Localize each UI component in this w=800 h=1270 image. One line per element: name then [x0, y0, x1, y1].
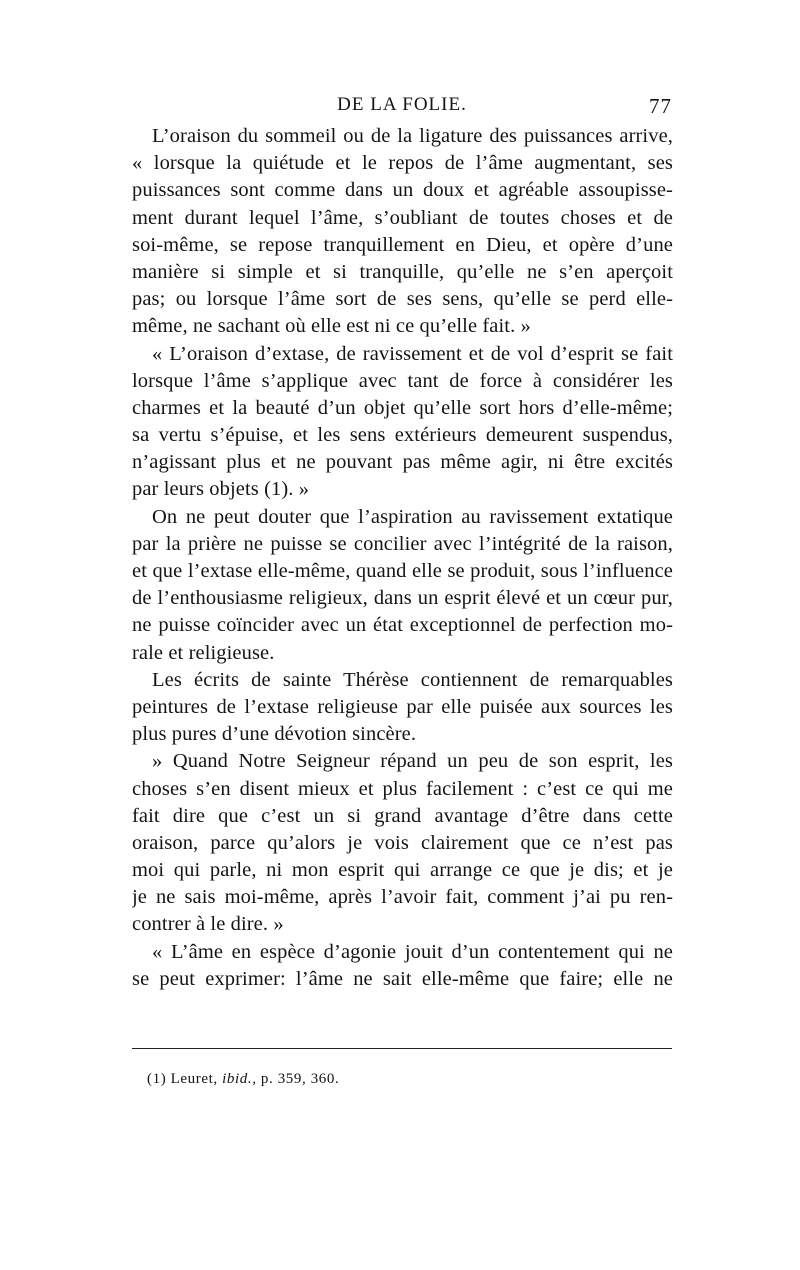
text-line: peintures de l’extase religieuse par elle puisée aux sources les [132, 695, 673, 718]
text-line: choses s’en disent mieux et plus facilement : c’est ce qui me [132, 777, 673, 800]
text-line: soi-même, se repose tranquillement en Dieu, et opère d’une [132, 233, 673, 256]
page-number: 77 [649, 94, 672, 118]
text-line: et que l’extase elle-même, quand elle se produit, sous l’influence [132, 560, 673, 582]
text-line: L’oraison du sommeil ou de la ligature des puissances arrive, [152, 125, 673, 147]
text-line: moi qui parle, ni mon esprit qui arrange ce que je dis; et je [132, 859, 673, 882]
text-line: » Quand Notre Seigneur répand un peu de son esprit, les [152, 750, 673, 773]
text-line: plus pures d’une dévotion sincère. [132, 723, 417, 746]
text-line: « lorsque la quiétude et le repos de l’âme augmentant, ses [132, 152, 673, 175]
footnote-author: Leuret, [170, 1071, 218, 1087]
body-text [132, 123, 673, 993]
footnote-rule [132, 1048, 672, 1049]
footnote-pages: p. 359, 360. [260, 1071, 340, 1087]
text-line: je ne sais moi-même, après l’avoir fait, comment j’ai pu ren- [132, 886, 673, 909]
text-line: oraison, parce qu’alors je vois clairement que ce n’est pas [132, 831, 673, 854]
text-line: puissances sont comme dans un doux et agréable assoupisse- [132, 179, 673, 202]
text-line: Les écrits de sainte Thérèse contiennent de remarquables [152, 668, 673, 691]
text-line: manière si simple et si tranquille, qu’elle ne s’en aperçoit [132, 260, 673, 283]
text-line: « L’oraison d’extase, de ravissement et de vol d’esprit se fait [152, 342, 673, 365]
text-line: de l’enthousiasme religieux, dans un esprit élevé et un cœur pur, [132, 587, 673, 610]
running-title: DE LA FOLIE. [337, 94, 467, 115]
text-line: charmes et la beauté d’un objet qu’elle sort hors d’elle-même; [132, 396, 673, 419]
text-line: par la prière ne puisse se concilier avec l’intégrité de la raison, [132, 532, 673, 555]
footnote-ibid: ibid., [222, 1071, 257, 1087]
text-line: fait dire que c’est un si grand avantage d’être dans cette [132, 804, 673, 827]
text-line: contrer à le dire. » [132, 913, 284, 936]
text-line: rale et religieuse. [132, 641, 275, 664]
running-head [132, 94, 672, 124]
text-line: « L’âme en espèce d’agonie jouit d’un contentement qui ne [152, 940, 673, 963]
text-line: sa vertu s’épuise, et les sens extérieurs demeurent suspendus, [132, 424, 673, 447]
footnote [147, 1071, 667, 1088]
text-line: ment durant lequel l’âme, s’oubliant de toutes choses et de [132, 206, 673, 229]
text-line: pas; ou lorsque l’âme sort de ses sens, qu’elle se perd elle- [132, 288, 673, 311]
text-line: On ne peut douter que l’aspiration au ravissement extatique [152, 505, 673, 528]
text-line: par leurs objets (1). » [132, 478, 310, 501]
text-line: même, ne sachant où elle est ni ce qu’elle fait. » [132, 315, 531, 338]
footnote-marker: (1) [147, 1071, 167, 1087]
text-line: ne puisse coïncider avec un état exceptionnel de perfection mo- [132, 614, 673, 637]
text-line: lorsque l’âme s’applique avec tant de force à considérer les [132, 369, 673, 392]
text-line: n’agissant plus et ne pouvant pas même agir, ni être excités [132, 451, 673, 474]
text-line: se peut exprimer: l’âme ne sait elle-même que faire; elle ne [132, 967, 673, 990]
